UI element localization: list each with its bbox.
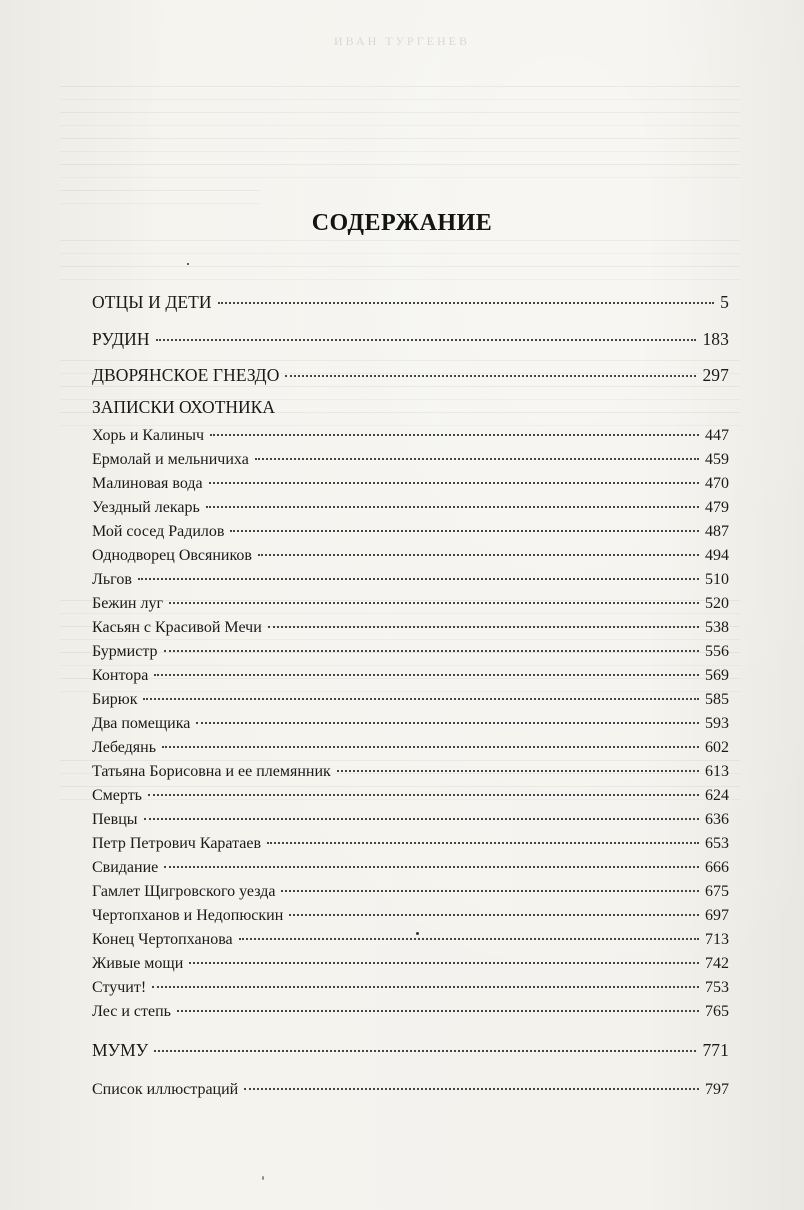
- dot-leader: [337, 770, 699, 772]
- dot-leader: [281, 890, 699, 892]
- toc-entry-page-number: 183: [702, 329, 729, 349]
- toc-entry-page-number: 494: [705, 547, 729, 564]
- toc-entry: [92, 858, 729, 878]
- toc-entry-page-number: 5: [720, 292, 729, 312]
- toc-entry-title: Смерть: [92, 787, 142, 804]
- toc-entry-page-number: 624: [705, 787, 729, 804]
- toc-entry-page-number: 297: [702, 365, 729, 385]
- toc-entry-page-number: 675: [705, 883, 729, 900]
- toc-entry: [92, 570, 729, 590]
- toc-entry-title: Касьян с Красивой Мечи: [92, 619, 262, 636]
- toc-entry-page-number: 713: [705, 931, 729, 948]
- toc-entry-title: Чертопханов и Недопюскин: [92, 907, 284, 924]
- toc-entry-title: Уездный лекарь: [92, 499, 200, 516]
- dot-leader: [239, 938, 699, 940]
- dot-leader: [209, 482, 699, 484]
- toc-entry-title: Стучит!: [92, 979, 147, 996]
- toc-entry: [92, 522, 729, 542]
- toc-entry-title: ДВОРЯНСКОЕ ГНЕЗДО: [92, 365, 280, 385]
- dot-leader: [268, 626, 699, 628]
- toc-entry-page-number: 753: [705, 979, 729, 996]
- toc-entry: [92, 690, 729, 710]
- toc-entry-title: Лебедянь: [92, 739, 157, 756]
- toc-entry-title: Гамлет Щигровского уезда: [92, 883, 276, 900]
- toc-entry-page-number: 797: [705, 1081, 729, 1098]
- toc-entry-title: Контора: [92, 667, 149, 684]
- dot-leader: [138, 578, 699, 580]
- toc-entry-title: Бежин луг: [92, 595, 164, 612]
- toc-entry: [92, 786, 729, 806]
- toc-entry-page-number: 487: [705, 523, 729, 540]
- toc-entry-title: Ермолай и мельничиха: [92, 451, 249, 468]
- toc-entry: [92, 714, 729, 734]
- print-speck: [262, 1176, 264, 1180]
- toc-entry-title: МУМУ: [92, 1040, 149, 1060]
- section-heading: ЗАПИСКИ ОХОТНИКА: [92, 397, 275, 417]
- dot-leader: [164, 866, 699, 868]
- contents-title: СОДЕРЖАНИЕ: [311, 210, 493, 236]
- dot-leader: [289, 914, 699, 916]
- toc-entry: [92, 1080, 729, 1100]
- bleed-through-line: [60, 86, 740, 100]
- toc-entry-title: Бирюк: [92, 691, 138, 708]
- dot-leader: [258, 554, 699, 556]
- toc-entry: [92, 426, 729, 446]
- toc-entry-page-number: 569: [705, 667, 729, 684]
- toc-entry-title: Певцы: [92, 811, 138, 828]
- toc-entry-page-number: 742: [705, 955, 729, 972]
- dot-leader: [154, 674, 699, 676]
- toc-entry-title: ОТЦЫ И ДЕТИ: [92, 292, 212, 312]
- toc-entry: [92, 810, 729, 830]
- toc-entry-page-number: 510: [705, 571, 729, 588]
- toc-entry-title: Список иллюстраций: [92, 1081, 239, 1098]
- toc-entry-page-number: 538: [705, 619, 729, 636]
- toc-entry-title: Два помещика: [92, 715, 191, 732]
- toc-entry-page-number: 585: [705, 691, 729, 708]
- dot-leader: [143, 698, 699, 700]
- toc-entry-title: Мой сосед Радилов: [92, 523, 225, 540]
- toc-entry-title: Льгов: [92, 571, 132, 588]
- print-speck: [416, 932, 419, 935]
- dot-leader: [255, 458, 699, 460]
- bleed-through-line: [60, 190, 260, 204]
- toc-entry-page-number: 479: [705, 499, 729, 516]
- toc-entry: [92, 365, 729, 385]
- dot-leader: [148, 794, 699, 796]
- toc-entry: [92, 762, 729, 782]
- dot-leader: [196, 722, 699, 724]
- toc-entry-title: Татьяна Борисовна и ее племянник: [92, 763, 331, 780]
- toc-entry-page-number: 556: [705, 643, 729, 660]
- dot-leader: [177, 1010, 699, 1012]
- dot-leader: [169, 602, 699, 604]
- toc-entry-page-number: 593: [705, 715, 729, 732]
- dot-leader: [230, 530, 699, 532]
- dot-leader: [206, 506, 699, 508]
- toc-entry: [92, 618, 729, 638]
- toc-entry: [92, 930, 729, 950]
- toc-entry-page-number: 771: [702, 1040, 729, 1060]
- toc-entry: [92, 642, 729, 662]
- toc-entry-page-number: 459: [705, 451, 729, 468]
- toc-entry-title: Лес и степь: [92, 1003, 171, 1020]
- toc-entry: [92, 1002, 729, 1022]
- toc-entry: [92, 906, 729, 926]
- dot-leader: [218, 302, 714, 304]
- toc-entry: [92, 954, 729, 974]
- bleed-through-line: [60, 112, 740, 126]
- dot-leader: [267, 842, 699, 844]
- toc-entry-title: Петр Петрович Каратаев: [92, 835, 262, 852]
- toc-entry-page-number: 520: [705, 595, 729, 612]
- dot-leader: [144, 818, 699, 820]
- toc-entry-page-number: 697: [705, 907, 729, 924]
- toc-entry-title: Малиновая вода: [92, 475, 203, 492]
- toc-entry: [92, 834, 729, 854]
- toc-entry-title: Свидание: [92, 859, 159, 876]
- toc-entry-page-number: 653: [705, 835, 729, 852]
- bleed-through-line: [60, 266, 740, 280]
- dot-leader: [189, 962, 699, 964]
- toc-entry-title: Живые мощи: [92, 955, 184, 972]
- dot-leader: [156, 339, 697, 341]
- toc-entry-title: Однодворец Овсяников: [92, 547, 252, 564]
- dot-leader: [244, 1088, 699, 1090]
- toc-entry: [92, 474, 729, 494]
- toc-entry: [92, 546, 729, 566]
- toc-entry: [92, 329, 729, 349]
- toc-entry-title: Конец Чертопханова: [92, 931, 233, 948]
- dot-leader: [285, 375, 696, 377]
- toc-entry: [92, 738, 729, 758]
- dot-leader: [164, 650, 699, 652]
- toc-entry-page-number: 447: [705, 427, 729, 444]
- dot-leader: [210, 434, 699, 436]
- dot-leader: [152, 986, 699, 988]
- dot-leader: [162, 746, 699, 748]
- toc-entry-page-number: 470: [705, 475, 729, 492]
- toc-entry: [92, 594, 729, 614]
- running-head: ИВАН ТУРГЕНЕВ: [333, 34, 470, 48]
- toc-entry-page-number: 636: [705, 811, 729, 828]
- toc-entry: [92, 450, 729, 470]
- toc-entry-page-number: 666: [705, 859, 729, 876]
- bleed-through-line: [60, 240, 740, 254]
- toc-entry: [92, 292, 729, 312]
- toc-entry: [92, 882, 729, 902]
- toc-entry: [92, 498, 729, 518]
- toc-entry-title: Хорь и Калиныч: [92, 427, 205, 444]
- toc-entry: [92, 978, 729, 998]
- bleed-through-line: [60, 138, 740, 152]
- dot-leader: [154, 1050, 696, 1052]
- toc-entry-title: Бурмистр: [92, 643, 158, 660]
- toc-entry: [92, 1040, 729, 1060]
- bleed-through-line: [60, 164, 740, 178]
- toc-entry-page-number: 765: [705, 1003, 729, 1020]
- print-speck: [187, 263, 189, 265]
- toc-entry-page-number: 602: [705, 739, 729, 756]
- toc-entry-page-number: 613: [705, 763, 729, 780]
- toc-entry-title: РУДИН: [92, 329, 150, 349]
- toc-entry: [92, 666, 729, 686]
